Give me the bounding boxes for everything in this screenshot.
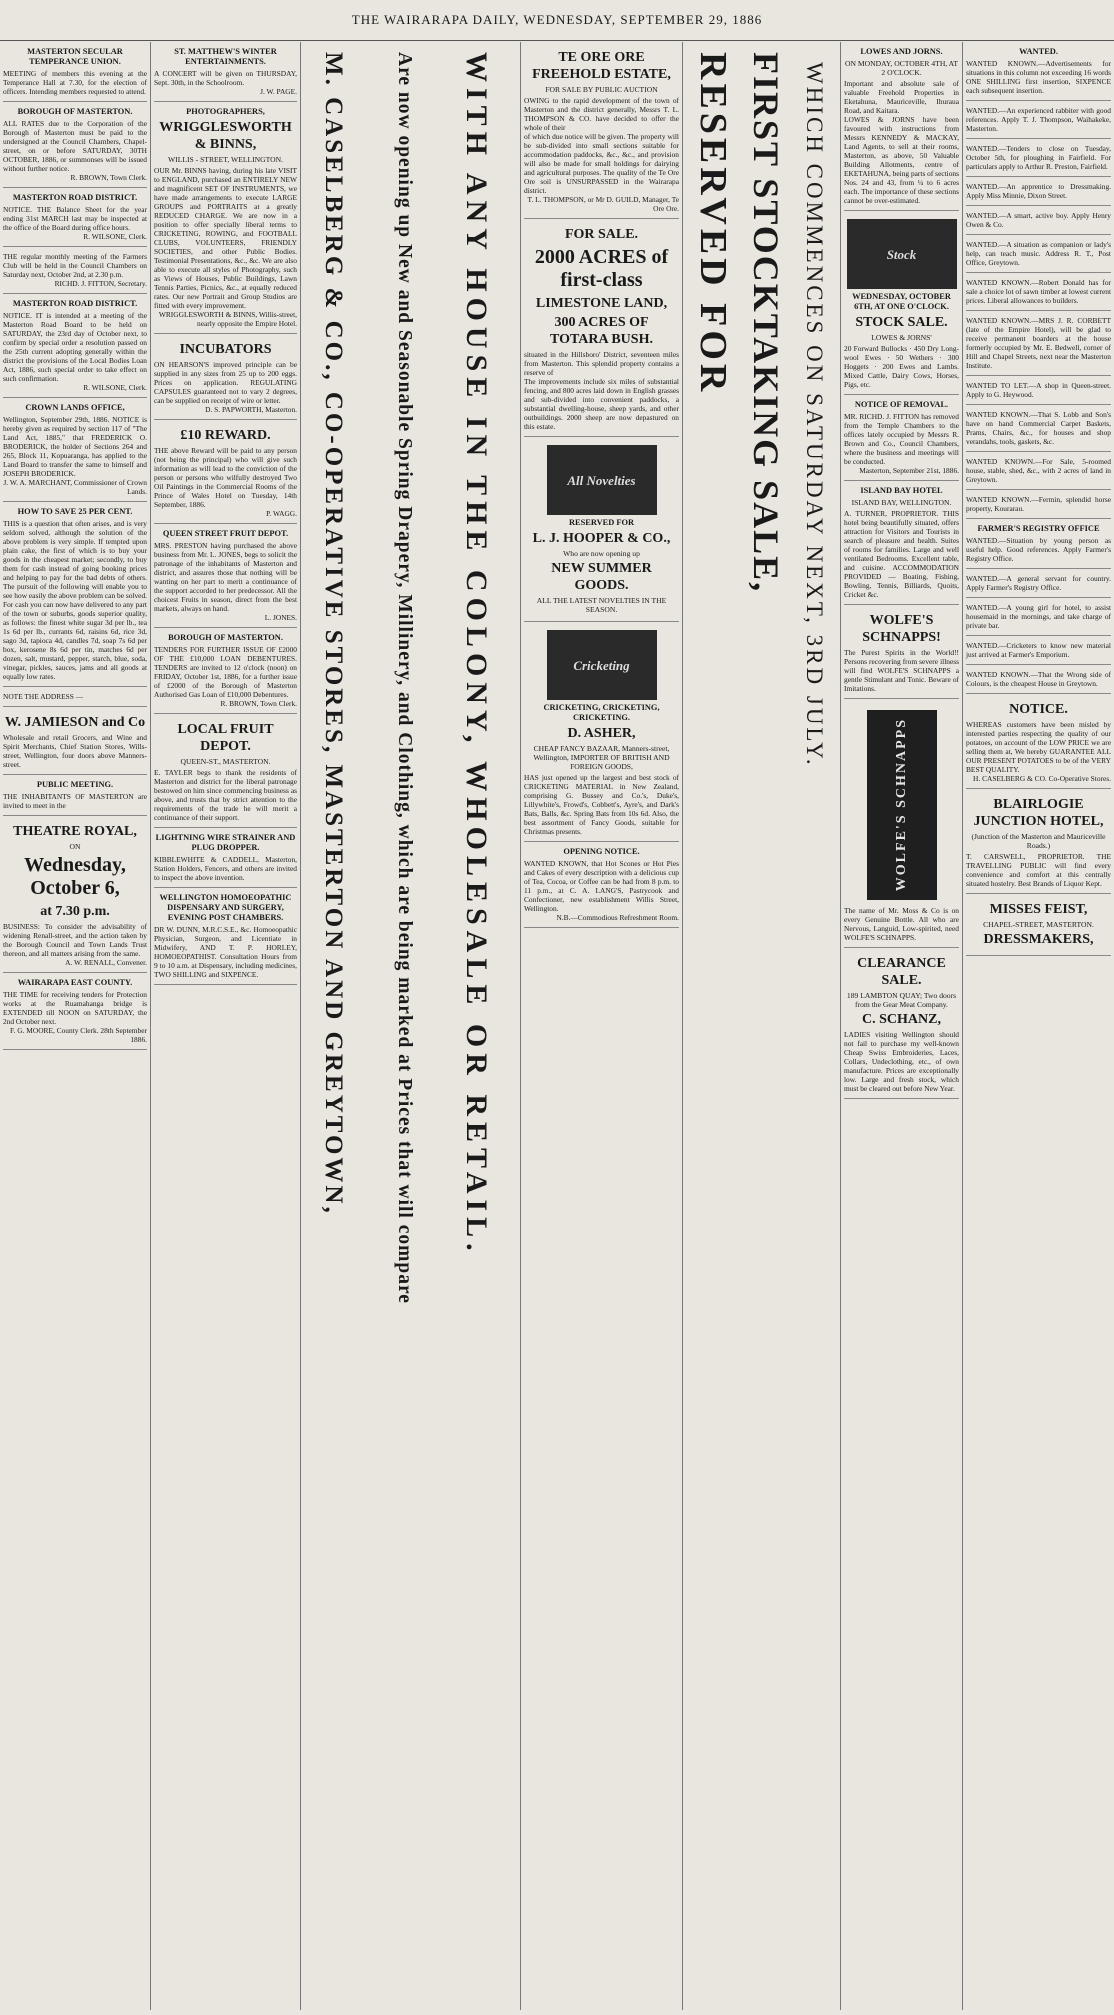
ad-sig: L. JONES.: [264, 613, 297, 622]
ad-hdr: PUBLIC MEETING.: [36, 780, 114, 789]
advertisement: [966, 101, 1111, 139]
ad-body: THE above Reward will be paid to any person (not being the principal) who will give such information as will lead to the conviction of the person or persons who wilfully destroyed Two Oil Paintings in the Commercial Rooms of the Prince of Wales Hotel on Tuesday, 14th September, 1886.: [154, 446, 297, 509]
advertisement: [966, 490, 1111, 519]
ad-body: WANTED KNOWN.—Fermin, splendid horse property, Kourarau.: [966, 495, 1111, 513]
ad-body: NOTE THE ADDRESS —: [3, 692, 84, 701]
ad-body: WHEREAS customers have been misled by interested parties respecting the quality of our potatoes, on account of the LOW PRICE we are selling them at, We hereby GUARANTEE ALL OUR PRESENT POTATOES to be of the VERY BEST QUALITY.: [966, 720, 1111, 774]
advertisement: [966, 636, 1111, 665]
ad-body: WANTED KNOWN.—Robert Donald has for sale a choice lot of sawn timber at lowest current prices. Liberal allowances to builders.: [966, 278, 1111, 305]
ad-sub: ON MONDAY, OCTOBER 4TH, AT 2 O'CLOCK.: [845, 59, 958, 77]
ad-body: TENDERS FOR FURTHER ISSUE OF £2000 OF THE £10,000 LOAN DEBENTURES. TENDERS are invited to 12 o'clock (noon) on FRIDAY, October 1st, 1886, for a further issue of £2000 of the Borough of Masterton Authorised Gas Loan of £10,000 Debentures.: [154, 645, 297, 699]
ad-body: WANTED.—An apprentice to Dressmaking. Apply Miss Minnie, Dixon Street.: [966, 182, 1111, 200]
ad-hdr: HOW TO SAVE 25 PER CENT.: [17, 507, 133, 516]
advertisement: [3, 816, 147, 973]
ad-body: WANTED.—A young girl for hotel, to assist housemaid in the mornings, and take charge of private bar.: [966, 603, 1111, 630]
ad-hdr: LOWES AND JORNS.: [860, 47, 943, 56]
advertisement: [154, 828, 297, 888]
column-1: [0, 42, 150, 2010]
advertisement: [154, 42, 297, 102]
ad-body: MRS. PRESTON having purchased the above business from Mr. L. JONES, begs to solicit the patronage of the inhabitants of Masterton and district, and assures those that nothing will be wanting on her part to merit a continuance of the support accorded to her predecessor. All the choicest Fruits in season, direct from the best markets, always on hand.: [154, 541, 297, 613]
ad-big: W. JAMIESON and Co: [4, 715, 146, 730]
advertisement: [524, 842, 679, 928]
ad-hdr: OPENING NOTICE.: [563, 847, 640, 856]
ad-hdr: WEDNESDAY, OCTOBER 6TH, AT ONE O'CLOCK.: [852, 292, 951, 311]
advertisement: [3, 294, 147, 398]
banner-illustration: Cricketing: [547, 630, 657, 700]
column-3: [521, 42, 682, 2010]
ad-sub: LOWES & JORNS': [871, 333, 932, 342]
ad-body: WANTED.—A general servant for country. Apply Farmer's Registry Office.: [966, 574, 1111, 592]
ad-hdr: NOTICE OF REMOVAL.: [854, 400, 949, 409]
ad-sub: (Junction of the Masterton and Mauriceville Roads.): [971, 832, 1106, 850]
ad-hdr: MASTERTON ROAD DISTRICT.: [12, 299, 138, 308]
ad-big: WOLFE'S SCHNAPPS!: [862, 613, 941, 645]
ad-body: THE INHABITANTS OF MASTERTON are invited to meet in the: [3, 792, 147, 810]
ad-body: WANTED KNOWN.—For Sale, 5-roomed house, stable, shed, &c., with 2 acres of land in Greytown.: [966, 457, 1111, 484]
advertisement: [844, 699, 959, 948]
ad-body: THIS is a question that often arises, and is very seldom solved, although the solution of the above problem is very simple. If tempted upon plain cake, the first of which is to buy your goods in the cheapest market; secondly, to buy them for cash instead of going booking prices and helping to pay for the bad debts of others. The pursuit of the following will enable you to see how easily the above problem can be solved. For cash you can now have delivered to any part of the town or suburbs, goods superior quality, as follows: the finest white sugar 3d per lb., tea 1s 6d per lb., currants 6d, raisins 6d, rice 3d, sago 3d, tapioca 4d, candles 7d, soap 7s 6d per box, kerosene 8s 6d per tin, matches 6d per dozen, salt, mustard, pepper, starch, blue, soda, vinegar, pickles, sauces, jams and all goods at equally low rates.: [3, 519, 147, 681]
advertisement: [3, 502, 147, 687]
advertisement: [3, 398, 147, 502]
advertisement: [3, 102, 147, 188]
ad-hdr: MASTERTON SECULAR TEMPERANCE UNION.: [27, 47, 123, 66]
ad-big: L. J. HOOPER & CO.,: [532, 531, 671, 546]
ad-sig: D. S. PAPWORTH, Masterton.: [205, 405, 297, 414]
advertisement: [966, 519, 1111, 569]
column-5: [963, 42, 1114, 2010]
advertisement: [966, 789, 1111, 894]
ad-body: NOTICE. THE Balance Sheet for the year ending 31st MARCH last may be inspected at the office of the Board during office hours.: [3, 205, 147, 232]
ad-sig: Masterton, September 21st, 1886.: [859, 466, 959, 475]
ad-body: MEETING of members this evening at the Temperance Hall at 7.30, for the election of officers. Intending members requested to attend.: [3, 69, 147, 96]
advertisement: [966, 311, 1111, 376]
ad-body: 20 Forward Bullocks · 450 Dry Long-wool Ewes · 50 Wethers · 300 Hoggets · 200 Ewes and Lambs. Mixed Cattle, Dairy Cows, Horses, Pigs, etc.: [844, 344, 959, 389]
ad-big: BLAIRLOGIE JUNCTION HOTEL,: [973, 797, 1104, 829]
ad-big2: at 7.30 p.m.: [40, 904, 110, 919]
ad-body: A. TURNER, PROPRIETOR. THIS hotel being beautifully situated, offers attraction for Visitors and Tourists in search of pleasure and health. Suites of rooms for families. Large and well ventilated Bedrooms. Excellent table, and cuisine. ACCOMMODATION PROVIDED — Boating, Fishing, Bowling, Tennis, Billiards, Quoits, Cricket &c.: [844, 509, 959, 599]
ad-big: FOR SALE.: [564, 227, 639, 242]
advertisement: [3, 247, 147, 294]
ad-sig: N.B.—Commodious Refreshment Room.: [556, 913, 679, 922]
ad-hdr: BOROUGH OF MASTERTON.: [17, 107, 133, 116]
ad-sub: ISLAND BAY, WELLINGTON.: [851, 498, 952, 507]
ad-sig: J. W. A. MARCHANT, Commissioner of Crown Lands.: [3, 478, 147, 496]
advertisement: [524, 437, 679, 622]
ad-big3: 300 ACRES OF TOTARA BUSH.: [550, 315, 653, 347]
ad-body: WANTED.—An experienced rabbiter with good references. Apply T. J. Thompson, Waihakeke, Masterton.: [966, 106, 1111, 133]
advertisement: [524, 622, 679, 842]
advertisement: [966, 177, 1111, 206]
ad-big: TE ORE ORE FREEHOLD ESTATE,: [532, 50, 671, 82]
ad-sig: WRIGGLESWORTH & BINNS, Willis-street, nearly opposite the Empire Hotel.: [158, 310, 297, 328]
ad-body: WANTED KNOWN.—Advertisements for situations in this column not exceeding 16 words ONE SHILLING first insertion, SIXPENCE each subsequent insertion.: [966, 59, 1111, 95]
advertisement: [966, 598, 1111, 636]
ad-sig: P. WAGG.: [266, 509, 297, 518]
advertisement: [3, 775, 147, 816]
masthead: [0, 0, 1114, 41]
ad-hdr: ST. MATTHEW'S WINTER ENTERTAINMENTS.: [174, 47, 277, 66]
ad-body: THE regular monthly meeting of the Farmers Club will be held in the Council Chambers on Saturday next, October 2nd, at 2.30 p.m.: [3, 252, 147, 279]
advertisement: [966, 665, 1111, 694]
ad-hdr: CRICKETING, CRICKETING, CRICKETING.: [543, 703, 660, 722]
advertisement: [844, 481, 959, 605]
ad-sub: Who are now opening up: [563, 549, 640, 558]
ad-body: MR. RICHD. J. FITTON has removed from the Temple Chambers to the offices lately occupied by Messrs R. Brown and Co., Council Chambers, where the business and meetings will be conducted.: [844, 412, 959, 466]
vertical-ad-line-1: M. CASELBERG & CO., CO-OPERATIVE STORES, MASTERTON AND GREYTOWN,: [320, 52, 347, 1216]
ad-sig: R. WILSONE, Clerk.: [83, 232, 147, 241]
ad-hdr: FARMER'S REGISTRY OFFICE: [977, 524, 1100, 533]
advertisement: [154, 420, 297, 524]
ad-sub: CHEAP FANCY BAZAAR, Manners-street, Wellington, IMPORTER OF BRITISH AND FOREIGN GOODS,: [533, 744, 670, 771]
ad-body: WANTED KNOWN, that Hot Scones or Hot Pies and Cakes of every description with a delicious cup of Tea, Cocoa, or Coffee can be had from 8 p.m. to 11 p.m., at C. A. LANG'S, Pastrycook and Confectioner, new establishment Willis Street, Wellington.: [524, 859, 679, 913]
ad-body: WANTED.—Cricketers to know new material just arrived at Farmer's Emporium.: [966, 641, 1111, 659]
ad-hdr: LIGHTNING WIRE STRAINER AND PLUG DROPPER.: [155, 833, 296, 852]
ad-sub: ON: [69, 842, 81, 851]
ad-hdr: WAIRARAPA EAST COUNTY.: [17, 978, 133, 987]
ad-body: THE TIME for receiving tenders for Protection works at the Ruamahanga bridge is EXTENDED till NOON on SATURDAY, the 2nd October next.: [3, 990, 147, 1026]
ad-hdr: CROWN LANDS OFFICE,: [25, 403, 125, 412]
advertisement: [844, 605, 959, 699]
stocktaking-vertical-ad: [683, 42, 841, 2010]
advertisement: [3, 973, 147, 1050]
ad-sig: A. W. RENALL, Convener.: [65, 958, 147, 967]
advertisement: [524, 219, 679, 437]
ad-big: D. ASHER,: [567, 726, 636, 741]
ad-body: WANTED.—A situation as companion or lady's help, can teach music. Address R. T., Post Office, Greytown.: [966, 240, 1111, 267]
advertisement: [154, 102, 297, 334]
ad-body: WANTED TO LET.—A shop in Queen-street. Apply to G. Heywood.: [966, 381, 1111, 399]
ad-hdr: MASTERTON ROAD DISTRICT.: [12, 193, 138, 202]
advertisement: [154, 334, 297, 420]
ad-hdr: RESERVED FOR: [568, 518, 635, 527]
ad-body: Important and absolute sale of valuable Freehold Properties in Eketahuna, Mauriceville, Ihuraua Road, and Kaitara.: [844, 79, 959, 115]
ad-body: KIBBLEWHITE & CADDELL, Masterton, Station Holders, Fencers, and others are invited to inspect the above invention.: [154, 855, 297, 882]
masthead-title: THE WAIRARAPA DAILY, WEDNESDAY, SEPTEMBER 29, 1886: [351, 12, 763, 27]
ad-body: A CONCERT will be given on THURSDAY, Sept. 30th, in the Schoolroom.: [154, 69, 297, 87]
advertisement: [154, 888, 297, 985]
ad-body: situated in the Hillsboro' District, seventeen miles from Masterton. This splendid property contains a reserve of: [524, 350, 679, 377]
advertisement: [844, 395, 959, 481]
ad-big2: NEW SUMMER GOODS.: [551, 561, 652, 593]
ad-hdr: QUEEN STREET FRUIT DEPOT.: [162, 529, 289, 538]
ad-body: WANTED KNOWN.—That S. Lobb and Son's have on hand Commercial Carpet Baskets, Prams, Chairs, &c., for houses and shop verandahs, tools, gaskets, &c.: [966, 410, 1111, 446]
ad-body: OUR Mr. BINNS having, during his late VISIT to ENGLAND, purchased an ENTIRELY NEW and magnificent SET OF INSTRUMENTS, we have made arrangements to execute LARGE GROUPS and PORTRAITS at a greatly REDUCED CHARGE. We are now in a position to offer specially liberal terms to CRICKETING, ROWING, and FOOTBALL CLUBS, VOLUNTEERS, FRIENDLY SOCIETIES, and other Public Bodies. Testimonial Presentations, &c., &c. We are also able to execute all styles of Photography, such as Views of Houses, Public Buildings, Lawn Tennis Parties, Picnics, &c., at equally reduced rates. Our new Portrait and Group Studios are fitted with every improvement.: [154, 166, 297, 310]
advertisement: [3, 707, 147, 775]
ad-big: NOTICE.: [1009, 702, 1068, 717]
column-2: [151, 42, 300, 2010]
ad-big: STOCK SALE.: [855, 315, 948, 330]
advertisement: [154, 628, 297, 714]
advertisement: [524, 42, 679, 219]
advertisement: [844, 948, 959, 1099]
advertisement: [966, 139, 1111, 177]
ad-sig: R. BROWN, Town Clerk.: [70, 173, 147, 182]
ad-body: WANTED.—Situation by young person as useful help. Good references. Apply Farmer's Registry Office.: [966, 536, 1111, 563]
ad-big: LOCAL FRUIT DEPOT.: [177, 722, 274, 754]
ad-body: T. CARSWELL, PROPRIETOR. THE TRAVELLING PUBLIC will find every convenience and comfort at this centrally situated hostelry. Best Brands of Liquor Kept.: [966, 852, 1111, 888]
ad-huge: 2000 ACRES of first-class: [534, 246, 669, 291]
bottle-illustration: [867, 710, 937, 900]
ad-body: Wellington, September 29th, 1886. NOTICE is hereby given as required by section 117 of "The Land Act, 1885," that FREDERICK O. BRODERICK, the holder of Sections 264 and 265, Block 11, Kopuaranga, has applied to the Land Board to transfer the same to himself and JOSEPH BRODERICK.: [3, 415, 147, 478]
ad-body: ALL RATES due to the Corporation of the Borough of Masterton must be paid to the undersigned at the Council Chambers, Chapel-street, on or before SATURDAY, 30TH OCTOBER, 1886, or summonses will be issued without further notice.: [3, 119, 147, 173]
ad-body2: The improvements include six miles of substantial fencing, and 800 acres laid down in English grasses and sub-divided into convenient paddocks, a substantial dwelling-house, sheep yards, and other outbuildings. 2000 sheep are now depastured on this estate.: [524, 377, 679, 431]
ad-body: NOTICE. IT is intended at a meeting of the Masterton Road Board to be held on SATURDAY, the 23rd day of October next, to confirm by special order a resolution passed on the 25th current adopting generally within the district the provisions of the Local Bodies Loan Act, 1886, such special order to take effect on such confirmation.: [3, 311, 147, 383]
stocktaking-reserved: RESERVED FOR: [692, 52, 734, 396]
ad-big2: LIMESTONE LAND,: [535, 296, 668, 311]
advertisement: [966, 376, 1111, 405]
ad-sub: FOR SALE BY PUBLIC AUCTION: [545, 85, 658, 94]
ad-body: Wholesale and retail Grocers, and Wine and Spirit Merchants, Chief Station Stores, Wills-street, Wellington, four doors above Manners-street.: [3, 733, 147, 769]
ad-big2: DRESSMAKERS,: [983, 932, 1094, 947]
ad-big2: C. SCHANZ,: [862, 1012, 941, 1027]
ad-sig: RICHD. J. FITTON, Secretary.: [54, 279, 147, 288]
ad-body2: LOWES & JORNS have been favoured with instructions from Messrs KENNEDY & MACKAY, Land Agents, to sell at their rooms, Masterton, as above, 50 Valuable Building Allotments, centre of EKETAHUNA, being parts of sections Nos. 24 and 43, from ¼ to 6 acres each. The importance of these sections cannot be over-estimated.: [844, 115, 959, 205]
advertisement: [966, 405, 1111, 452]
advertisement: [966, 569, 1111, 598]
ad-sig: H. CASELBERG & CO. Co-Operative Stores.: [973, 774, 1111, 783]
ad-hdr: PHOTOGRAPHERS,: [186, 107, 265, 116]
column-4: [841, 42, 962, 2010]
ad-sig: T. L. THOMPSON, or Mr D. GUILD, Manager, Te Ore Ore.: [527, 195, 679, 213]
ad-body: WANTED KNOWN.—MRS J. R. CORBETT (late of the Empire Hotel), will be glad to receive permanent boarders at the house formerly occupied by Mr. E. Bedwell, corner of Hill and Chapel Streets, next near the Masterton Institute.: [966, 316, 1111, 370]
ad-big: CLEARANCE SALE.: [857, 956, 946, 988]
advertisement: [3, 188, 147, 247]
ad-body: The name of Mr. Moss & Co is on every Genuine Bottle. All who are Nervous, Languid, Low-spirited, need WOLFE'S SCHNAPPS.: [844, 906, 959, 942]
ad-sig: R. BROWN, Town Clerk.: [220, 699, 297, 708]
advertisement: [154, 714, 297, 828]
ad-body: ON HEARSON'S improved principle can be supplied in any sizes from 25 up to 200 eggs. Prices on application. REGULATING CAPSULES guaranteed not to vary 2 degrees, can be supplied on receipt of wire or letter.: [154, 360, 297, 405]
vertical-ad-line-3: WITH ANY HOUSE IN THE COLONY, WHOLESALE OR RETAIL.: [460, 52, 493, 1257]
ad-big: INCUBATORS: [179, 342, 272, 357]
ad-body: The Purest Spirits in the World!! Persons recovering from severe illness will find WOLFE'S SCHNAPPS a gentle Stimulant and Tonic. Beware of Imitations.: [844, 648, 959, 693]
ad-sub2: ALL THE LATEST NOVELTIES IN THE SEASON.: [536, 596, 667, 614]
ad-body: BUSINESS: To consider the advisability of widening Renall-street, and the action taken by the Borough Council and Town Lands Trust thereon, and all matters arising from the same.: [3, 922, 147, 958]
advertisement: [154, 524, 297, 628]
advertisement: [3, 687, 147, 707]
advertisement: [966, 235, 1111, 273]
ad-body: WANTED.—A smart, active boy. Apply Henry Owen & Co.: [966, 211, 1111, 229]
ad-body2: of which due notice will be given. The property will be sub-divided into small sections suitable for accommodation paddocks, &c., &c., and provision will also be made for small holdings for dairying and agricultural purposes. The quality of the Te Ore Ore soil is UNSURPASSED in the Wairarapa district.: [524, 132, 679, 195]
banner-illustration: Stock: [847, 219, 957, 289]
ad-body: WANTED.—Tenders to close on Tuesday, October 5th, for ploughing in Fairfield. For particulars apply to Arthur R. Preston, Fairfield.: [966, 144, 1111, 171]
ad-big: MISSES FEIST,: [989, 902, 1088, 917]
ad-sub: 189 LAMBTON QUAY; Two doors from the Gear Meat Company.: [846, 991, 957, 1009]
advertisement: [966, 694, 1111, 789]
ad-body: WANTED KNOWN.—That the Wrong side of Colours, is the cheapest House in Greytown.: [966, 670, 1111, 688]
advertisement: [844, 211, 959, 395]
ad-body: LADIES visiting Wellington should not fail to purchase my well-known Cheap Swiss Embroideries, Laces, Collars, Undeclothing, etc., of own manufacture. Prices are exceptionally low. Large and fresh stock, which must be cleared out before New Year.: [844, 1030, 959, 1093]
ad-body: DR W. DUNN, M.R.C.S.E., &c. Homoeopathic Physician, Surgeon, and Licentiate in Midwifery, AND T. P. HORLEY, HOMOEOPATHIST. Consultation Hours from 9 to 10 a.m. at Dispensary, including medicines, TWO SHILLING and SIXPENCE.: [154, 925, 297, 979]
ad-sub: WILLIS - STREET, WELLINGTON.: [168, 155, 283, 164]
stocktaking-title: FIRST STOCKTAKING SALE,: [746, 52, 786, 594]
stocktaking-date: WHICH COMMENCES ON SATURDAY NEXT, 3RD JULY.: [802, 62, 827, 768]
advertisement: [966, 42, 1111, 101]
ad-hdr: WELLINGTON HOMOEOPATHIC DISPENSARY AND SURGERY, EVENING POST CHAMBERS.: [159, 893, 292, 922]
ad-big: £10 REWARD.: [180, 428, 271, 443]
advertisement: [966, 206, 1111, 235]
ad-sub: CHAPEL-STREET, MASTERTON.: [983, 920, 1094, 929]
ad-huge: Wednesday, October 6,: [24, 854, 126, 899]
ad-sig: R. WILSONE, Clerk.: [83, 383, 147, 392]
advertisement: [966, 894, 1111, 956]
vertical-ad-line-2: Are now opening up New and Seasonable Spring Drapery, Millinery, and Clothing, which are being marked at Prices that will compare: [394, 52, 415, 1304]
ad-big: THEATRE ROYAL,: [13, 824, 137, 839]
advertisement: [3, 42, 147, 102]
ad-body: OWING to the rapid development of the town of Masterton and the district generally, Messrs T. L. THOMPSON & CO. have decided to offer the whole of their: [524, 96, 679, 132]
ad-hdr: ISLAND BAY HOTEL: [860, 486, 943, 495]
ad-body: HAS just opened up the largest and best stock of CRICKETING MATERIAL in New Zealand, comprising G. Bussey and Co.'s, Duke's, Lillywhite's, Frowd's, Cobbett's, Ayre's, and Dark's Bats, Balls, &c. Spring Bats from 10s 6d. Also, the best assortment of Fancy Goods, suitable for Christmas presents.: [524, 773, 679, 836]
ad-sig: F. G. MOORE, County Clerk. 28th September 1886.: [10, 1026, 147, 1044]
caselberg-vertical-ad: [301, 42, 520, 2010]
advertisement: [844, 42, 959, 211]
bottle-label: WOLFE'S SCHNAPPS: [894, 718, 909, 892]
ad-body: E. TAYLER begs to thank the residents of Masterton and district for the liberal patronage bestowed on him since commencing business as above, and trusts that by strict attention to the requirements of the trade he will merit a continuance of their support.: [154, 768, 297, 822]
ad-sig: J. W. PAGE.: [260, 87, 297, 96]
ad-hdr: WANTED.: [1019, 47, 1058, 56]
advertisement: [966, 452, 1111, 490]
ad-sub: QUEEN-ST., MASTERTON.: [180, 757, 271, 766]
advertisement: [966, 273, 1111, 311]
banner-illustration: All Novelties: [547, 445, 657, 515]
ad-big: WRIGGLESWORTH & BINNS,: [159, 120, 292, 152]
ad-hdr: BOROUGH OF MASTERTON.: [168, 633, 283, 642]
